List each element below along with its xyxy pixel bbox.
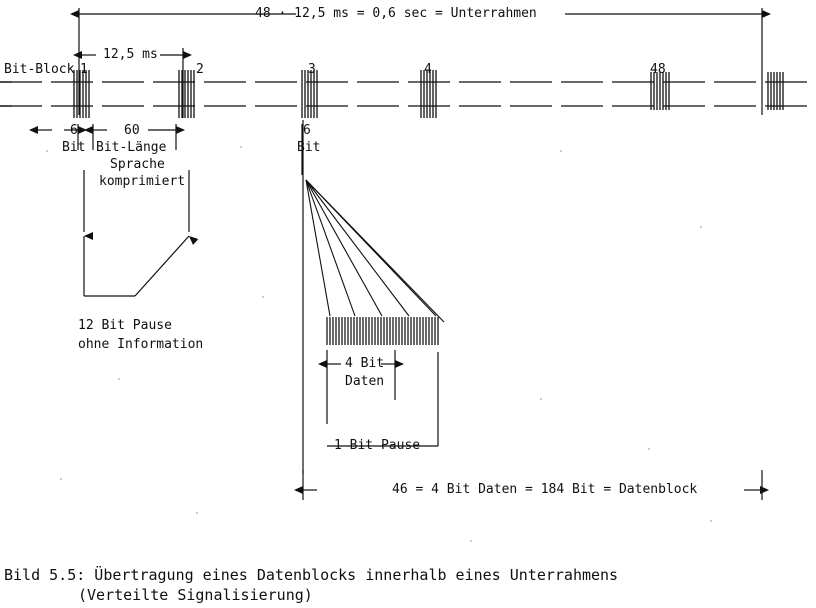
sixty-bit-length-label: Bit-Länge (96, 140, 167, 155)
six-bit-right-unit: Bit (297, 140, 321, 155)
scan-speckle (470, 540, 472, 542)
bit-block-label-3: 3 (308, 62, 316, 77)
six-bit-left-unit: Bit (62, 140, 86, 155)
sixty-bit-compressed-label: komprimiert (99, 174, 186, 189)
scan-speckle (46, 150, 48, 152)
scan-speckle (648, 448, 650, 450)
bit-block-label-1: 1 (80, 62, 88, 77)
bit-block-burst-tail (768, 72, 783, 110)
scan-speckle (560, 150, 562, 152)
bit-block-burst-4 (421, 70, 436, 118)
scan-speckle (60, 478, 62, 480)
axis-left-label: Bit-Block (4, 62, 75, 77)
scan-speckle (700, 226, 702, 228)
bit-block-label-48: 48 (650, 62, 666, 77)
six-bit-right-value: 6 (303, 123, 311, 138)
timeline-axis (0, 82, 816, 106)
bit-block-label-4: 4 (424, 62, 432, 77)
figure-caption-line2: (Verteilte Signalisierung) (78, 586, 313, 604)
scan-speckle (196, 512, 198, 514)
second-dimension-label: 12,5 ms (103, 47, 158, 62)
figure-caption-line1: Bild 5.5: Übertragung eines Datenblocks innerhalb eines Unterrahmens (4, 566, 619, 584)
four-bit-unit: Daten (345, 374, 385, 389)
six-bit-left-value: 6 (70, 123, 78, 138)
scan-speckle (710, 520, 712, 522)
bit-block-burst-2 (179, 70, 194, 118)
scan-speckle (118, 378, 120, 380)
bit-block-burst-3 (302, 70, 317, 118)
bottom-dimension-label: 46 = 4 Bit Daten = 184 Bit = Datenblock (392, 482, 698, 497)
one-bit-pause-label: 1 Bit Pause (334, 438, 421, 453)
scan-speckle (240, 146, 242, 148)
scan-speckle (540, 398, 542, 400)
pause-label-line1: 12 Bit Pause (78, 318, 172, 333)
sixty-bit-speech-label: Sprache (110, 157, 165, 172)
bit-block-label-2: 2 (196, 62, 204, 77)
four-bit-value: 4 Bit (345, 356, 385, 371)
zoom-fan-lines (306, 180, 444, 322)
scan-speckle (262, 296, 264, 298)
sixty-bit-value: 60 (124, 123, 140, 138)
pause-label-line2: ohne Information (78, 337, 204, 352)
zoom-burst-detail (327, 317, 438, 345)
bit-block-burst-1 (74, 70, 89, 118)
bit-block-burst-48 (651, 72, 669, 110)
top-dimension-label: 48 · 12,5 ms = 0,6 sec = Unterrahmen (255, 6, 537, 21)
